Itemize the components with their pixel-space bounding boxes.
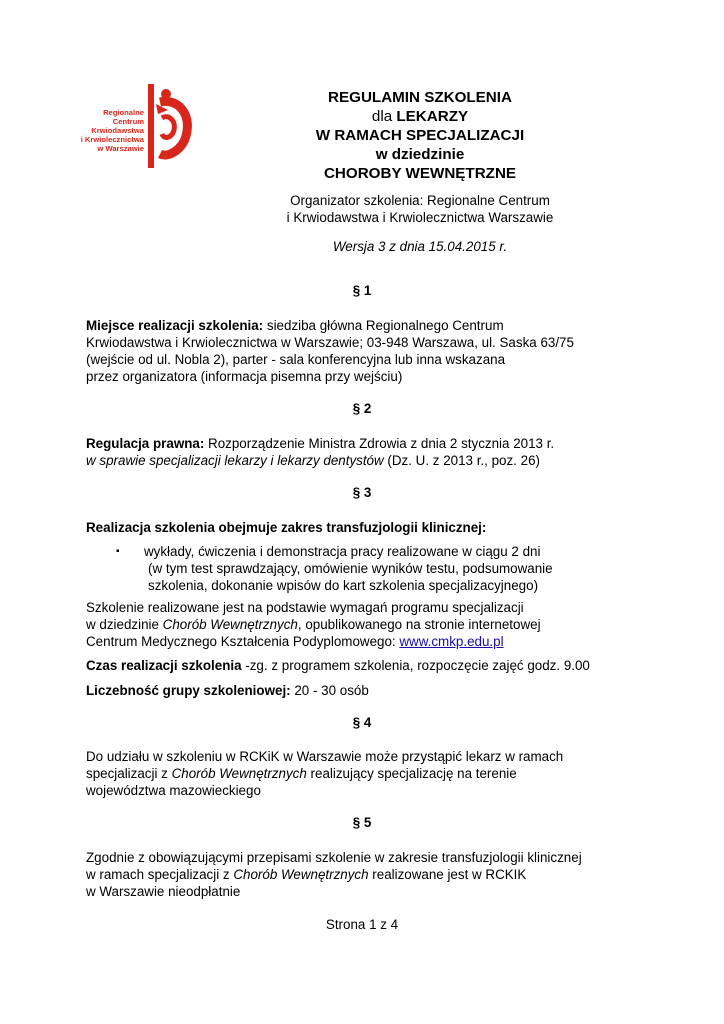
paragraph-program-basis [86,599,666,650]
bullet-icon: ▪ [116,546,120,557]
paragraph-line [86,616,666,633]
text-segment: w ramach specjalizacji z [86,867,234,882]
section-heading-4: § 4 [352,715,372,730]
list-item [116,543,636,594]
logo-text-line: w Warszawie [97,144,144,153]
duration-label: Czas realizacji szkolenia [86,658,242,673]
paragraph-line: (wejście od ul. Nobla 2), parter - sala konferencyjna lub inna wskazana [86,352,506,367]
paragraph-line: Zgodnie z obowiązującymi przepisami szkolenie w zakresie transfuzjologii klinicznej [86,850,582,865]
text-segment: specjalizacji z [86,766,172,781]
group-size-text: 20 - 30 osób [290,683,369,698]
list-item-text [144,543,636,594]
text-segment: realizowane jest w RCKIK [368,867,527,882]
paragraph-line [86,866,666,883]
specialty-name: Chorób Wewnętrznych [233,867,369,882]
location-text: siedziba główna Regionalnego Centrum [263,318,504,333]
list-item-line: wykłady, ćwiczenia i demonstracja pracy realizowane w ciągu 2 dni [144,544,541,559]
logo-emblem-icon [138,84,194,168]
list-item-line: szkolenia, dokonanie wpisów do kart szkolenia specjalizacyjnego) [148,578,539,593]
section-heading-2: § 2 [352,401,372,416]
legal-basis-text: Rozporządzenie Ministra Zdrowia z dnia 2 stycznia 2013 r. [204,436,555,451]
audience-prefix: dla [371,108,397,125]
document-subtitle-audience [230,107,610,126]
document-header [230,88,610,255]
document-subtitle-field-prefix: w dziedzinie [375,146,465,163]
organizer-line-1: Organizator szkolenia: Regionalne Centrum [290,193,550,208]
paragraph-location [86,317,666,385]
paragraph-line [86,435,666,452]
section-heading-5: § 5 [352,815,372,830]
document-subtitle-scope: W RAMACH SPECJALIZACJI [315,127,525,144]
audience-name: LEKARZY [396,108,469,125]
specialty-name: Chorób Wewnętrznych [162,617,298,632]
paragraph-line: przez organizatora (informacja pisemna przy wejściu) [86,369,403,384]
paragraph-legal-basis [86,435,666,469]
paragraph-line: w Warszawie nieodpłatnie [86,884,241,899]
logo-text [74,108,144,153]
paragraph-line: Szkolenie realizowane jest na podstawie wymagań programu specjalizacji [86,600,524,615]
document-version: Wersja 3 z dnia 15.04.2015 r. [332,239,508,254]
paragraph-line [86,633,666,650]
paragraph-line: województwa mazowieckiego [86,783,261,798]
scope-heading: Realizacja szkolenia obejmuje zakres transfuzjologii klinicznej: [86,520,487,535]
logo-text-line: i Krwiolecznictwa [80,135,144,144]
page-number: Strona 1 z 4 [325,917,399,932]
text-segment: , opublikowanego na stronie internetowej [297,617,541,632]
duration-text: -zg. z programem szkolenia, rozpoczęcie zajęć godz. 9.00 [241,658,590,673]
text-segment: w dziedzinie [86,617,163,632]
text-segment: realizujący specjalizację na terenie [306,766,517,781]
text-segment: Centrum Medycznego Kształcenia Podyplomowego: [86,634,400,649]
paragraph-line: Krwiodawstwa i Krwiolecznictwa w Warszawie; 03-948 Warszawa, ul. Saska 63/75 [86,335,574,350]
location-label: Miejsce realizacji szkolenia: [86,318,264,333]
cmkp-link[interactable]: www.cmkp.edu.pl [399,634,504,649]
paragraph-line: Do udziału w szkoleniu w RCKiK w Warszawie może przystąpić lekarz w ramach [86,749,564,764]
logo-text-line: Regionalne [103,108,144,117]
document-title: REGULAMIN SZKOLENIA [328,89,512,106]
logo-text-line: Centrum [112,117,144,126]
organizer-line-2: i Krwiodawstwa i Krwiolecznictwa Warszawie [286,210,554,225]
list-item-line: (w tym test sprawdzający, omówienie wyników testu, podsumowanie [148,561,553,576]
regulation-title: w sprawie specjalizacji lekarzy i lekarzy dentystów [86,453,384,468]
paragraph-eligibility [86,748,666,799]
paragraph-line [86,765,666,782]
paragraph-line [86,317,666,334]
group-size-label: Liczebność grupy szkoleniowej: [86,683,291,698]
organization-logo [74,84,194,168]
paragraph-line [86,452,666,469]
paragraph-group-size [86,682,666,699]
legal-basis-label: Regulacja prawna: [86,436,205,451]
specialty-name: Chorób Wewnętrznych [171,766,307,781]
document-subtitle-field: CHOROBY WEWNĘTRZNE [323,165,517,182]
section-heading-1: § 1 [352,283,372,298]
section-heading-3: § 3 [352,485,372,500]
regulation-reference: (Dz. U. z 2013 r., poz. 26) [383,453,540,468]
logo-text-line: Krwiodawstwa [91,126,144,135]
paragraph-fees [86,849,666,900]
paragraph-duration [86,657,666,674]
